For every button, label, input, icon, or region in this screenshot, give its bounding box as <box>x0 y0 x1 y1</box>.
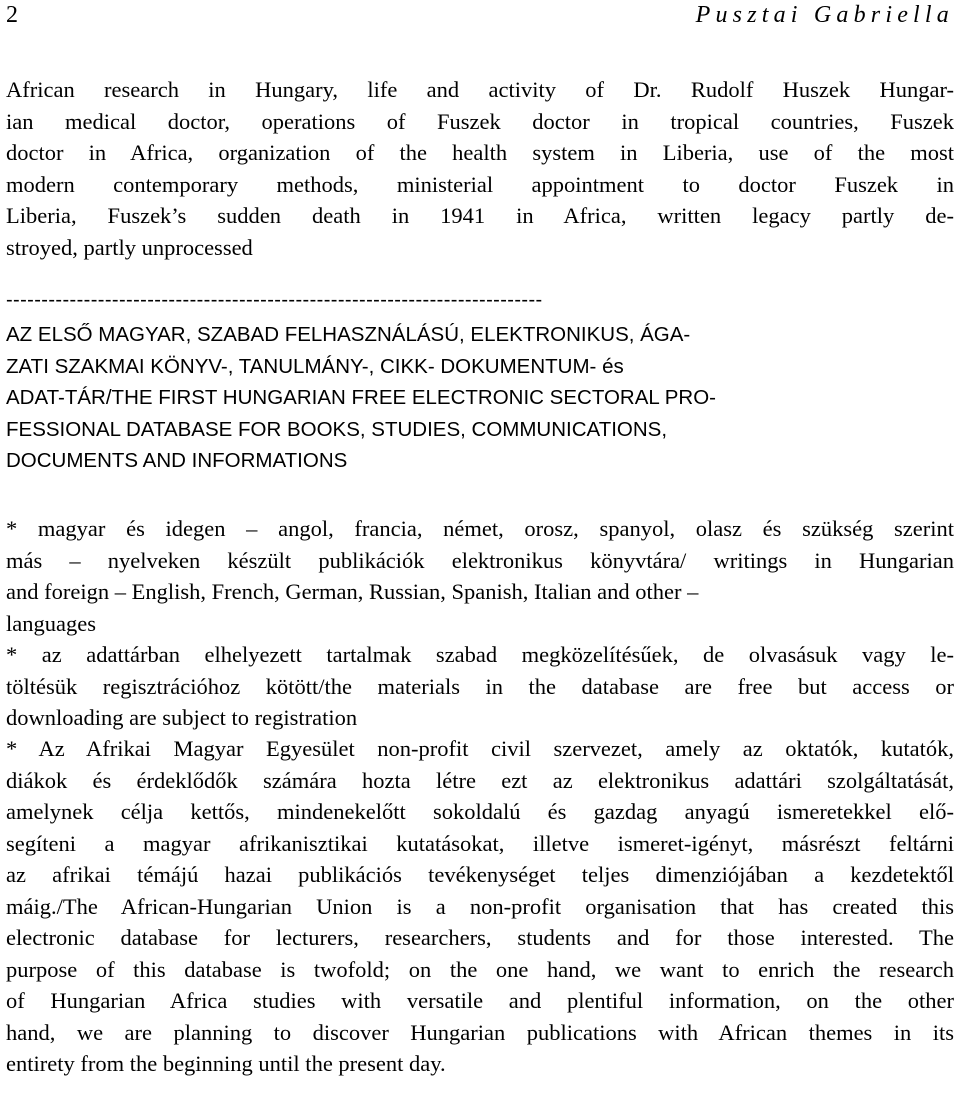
database-title-line: AZ ELSŐ MAGYAR, SZABAD FELHASZNÁLÁSÚ, ELEKTRONIKUS, ÁGA- <box>6 323 691 346</box>
note-line: * magyar és idegen – angol, francia, német, orosz, spanyol, olasz és szükség szerint <box>6 516 954 541</box>
note-line: segíteni a magyar afrikanisztikai kutatásokat, illetve ismeret-igényt, másrészt feltárni <box>6 830 954 856</box>
dashed-separator: ---------------------------------------------------------------------------- <box>6 289 543 311</box>
note-line: languages <box>6 610 96 636</box>
page-header <box>6 0 954 34</box>
union-note <box>6 733 954 1080</box>
database-title <box>6 319 954 477</box>
note-line: * az adattárban elhelyezett tartalmak szabad megközelítésűek, de olvasásuk vagy le- <box>6 642 954 667</box>
page-number: 2 <box>6 2 18 28</box>
running-head-author: Pusztai Gabriella <box>695 2 954 28</box>
abstract-line: doctor in Africa, organization of the health system in Liberia, use of the most <box>6 140 954 165</box>
access-note <box>6 639 954 734</box>
database-title-line: ADAT-TÁR/THE FIRST HUNGARIAN FREE ELECTRONIC SECTORAL PRO- <box>6 386 716 409</box>
abstract-line: African research in Hungary, life and activity of Dr. Rudolf Huszek Hungar- <box>6 77 954 102</box>
note-line: más – nyelveken készült publikációk elektronikus könyvtára/ writings in Hungarian <box>6 547 954 573</box>
note-line: hand, we are planning to discover Hungarian publications with African themes in its <box>6 1019 954 1045</box>
note-line: downloading are subject to registration <box>6 705 358 730</box>
note-line: entirety from the beginning until the present day. <box>6 1051 446 1076</box>
languages-note <box>6 513 954 639</box>
note-line: töltésük regisztrációhoz kötött/the materials in the database are free but access or <box>6 673 954 699</box>
abstract-line: stroyed, partly unprocessed <box>6 234 253 260</box>
note-line: amelynek célja kettős, mindenekelőtt sokoldalú és gazdag anyagú ismeretekkel elő- <box>6 799 954 824</box>
note-line: az afrikai témájú hazai publikációs tevékenységet teljes dimenziójában a kezdetektől <box>6 862 954 887</box>
note-line: máig./The African-Hungarian Union is a non-profit organisation that has created this <box>6 893 954 919</box>
abstract-line: modern contemporary methods, ministerial appointment to doctor Fuszek in <box>6 171 954 197</box>
note-line: * Az Afrikai Magyar Egyesület non-profit civil szervezet, amely az oktatók, kutatók, <box>6 736 954 761</box>
note-line: of Hungarian Africa studies with versatile and plentiful information, on the other <box>6 988 954 1013</box>
abstract-line: Liberia, Fuszek’s sudden death in 1941 in Africa, written legacy partly de- <box>6 203 954 228</box>
note-line: diákok és érdeklődők számára hozta létre ezt az elektronikus adattári szolgáltatását, <box>6 767 954 793</box>
note-line: and foreign – English, French, German, Russian, Spanish, Italian and other – <box>6 579 699 604</box>
database-title-line: ZATI SZAKMAI KÖNYV-, TANULMÁNY-, CIKK- DOKUMENTUM- és <box>6 354 624 378</box>
abstract-paragraph <box>6 74 954 263</box>
database-title-line: FESSIONAL DATABASE FOR BOOKS, STUDIES, COMMUNICATIONS, <box>6 417 668 441</box>
note-line: purpose of this database is twofold; on the one hand, we want to enrich the research <box>6 956 954 982</box>
database-title-line: DOCUMENTS AND INFORMATIONS <box>6 449 348 472</box>
abstract-line: ian medical doctor, operations of Fuszek doctor in tropical countries, Fuszek <box>6 108 954 134</box>
note-line: electronic database for lecturers, researchers, students and for those interested. The <box>6 925 954 950</box>
